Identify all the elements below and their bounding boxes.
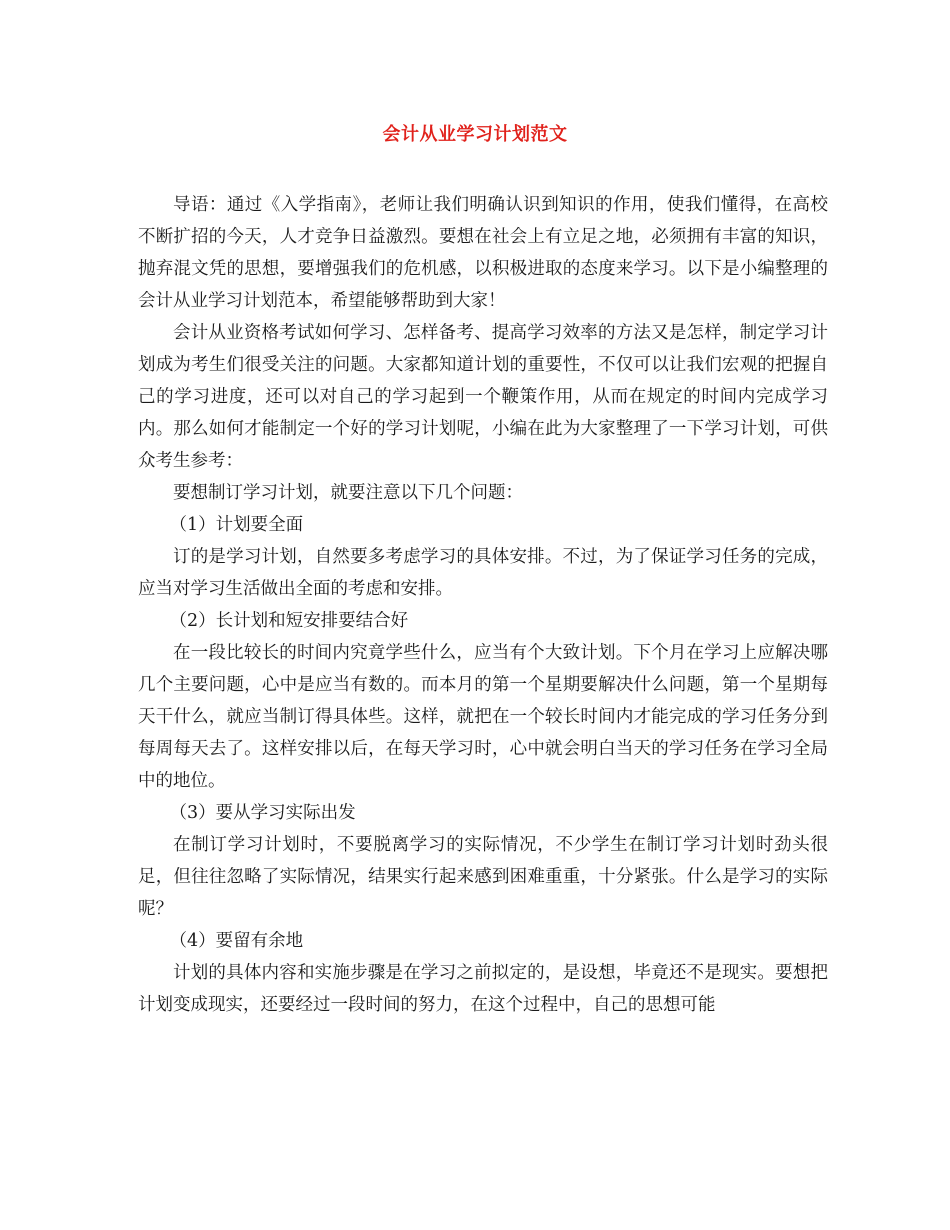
section-heading: （2）长计划和短安排要结合好 — [169, 611, 409, 631]
document-title: 会计从业学习计划范文 — [382, 124, 568, 145]
body-paragraph: 在制订学习计划时，不要脱离学习的实际情况，不少学生在制订学习计划时劲头很足，但往往忽略了实际情况，结果实行起来感到困难重重，十分紧张。什么是学习的实际呢？ — [138, 835, 828, 919]
intro-paragraph: 导语：通过《入学指南》，老师让我们明确认识到知识的作用，使我们懂得，在高校不断扩招的今天，人才竞争日益激烈。要想在社会上有立足之地，必须拥有丰富的知识，抛弃混文凭的思想，要增强我们的危机感，以积极进取的态度来学习。以下是小编整理的会计从业学习计划范本，希望能够帮助到大家！ — [138, 195, 828, 311]
section-heading: （3）要从学习实际出发 — [169, 803, 356, 823]
body-paragraph: 计划的具体内容和实施步骤是在学习之前拟定的，是设想，毕竟还不是现实。要想把计划变成现实，还要经过一段时间的努力，在这个过程中，自己的思想可能 — [138, 963, 828, 1015]
section-heading: （1）计划要全面 — [169, 515, 304, 535]
body-paragraph: 订的是学习计划，自然要多考虑学习的具体安排。不过，为了保证学习任务的完成，应当对学习生活做出全面的考虑和安排。 — [138, 547, 828, 599]
section-heading: （4）要留有余地 — [169, 931, 304, 951]
body-paragraph: 要想制订学习计划，就要注意以下几个问题： — [173, 483, 523, 503]
body-paragraph: 在一段比较长的时间内究竟学些什么，应当有个大致计划。下个月在学习上应解决哪几个主要问题，心中是应当有数的。而本月的第一个星期要解决什么问题，第一个星期每天干什么，就应当制订得具体些。这样，就把在一个较长时间内才能完成的学习任务分到每周每天去了。这样安排以后，在每天学习时，心中就会明白当天的学习任务在学习全局中的地位。 — [138, 643, 828, 791]
body-paragraph: 会计从业资格考试如何学习、怎样备考、提高学习效率的方法又是怎样，制定学习计划成为考生们很受关注的问题。大家都知道计划的重要性，不仅可以让我们宏观的把握自己的学习进度，还可以对自己的学习起到一个鞭策作用，从而在规定的时间内完成学习内。那么如何才能制定一个好的学习计划呢，小编在此为大家整理了一下学习计划，可供众考生参考： — [138, 323, 828, 471]
document-body — [138, 189, 828, 1021]
